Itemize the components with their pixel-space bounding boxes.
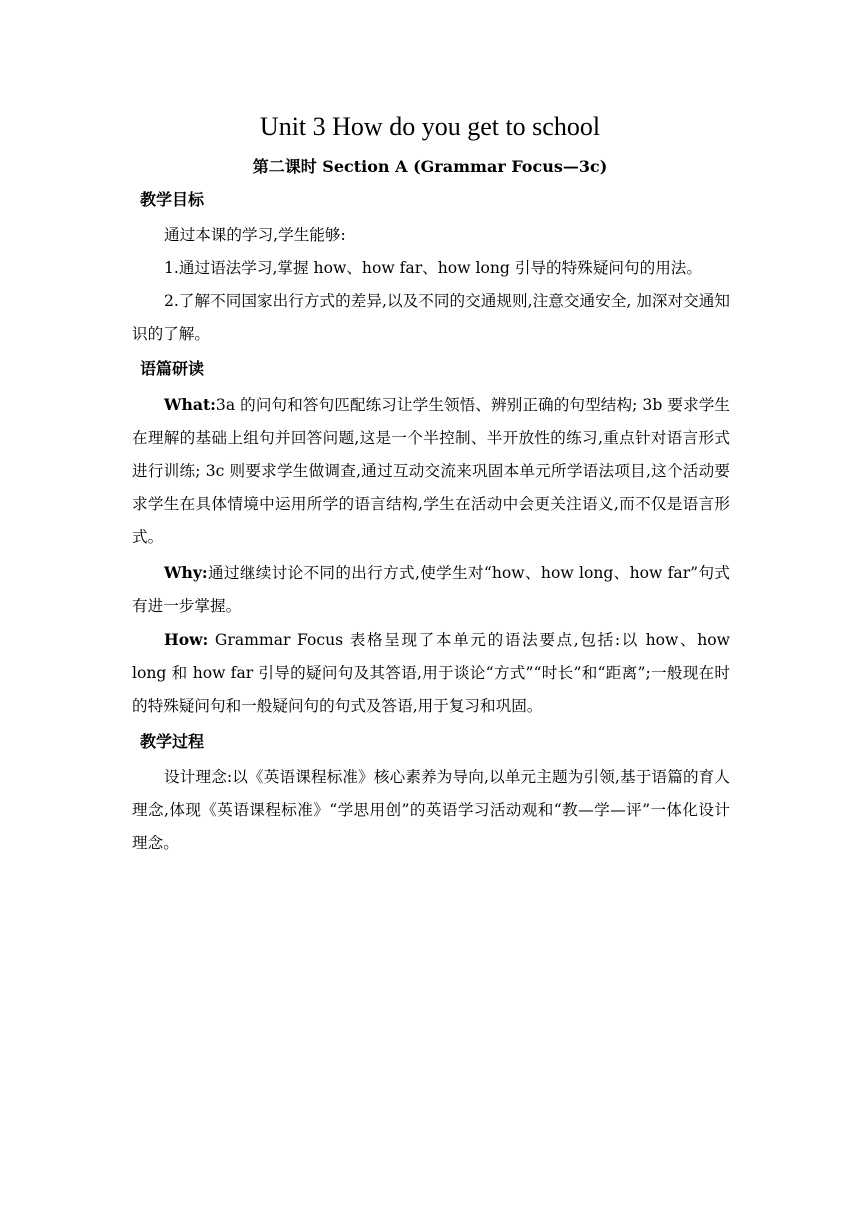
heading-text-analysis: 语篇研读 bbox=[140, 359, 205, 378]
paragraph-why bbox=[132, 556, 730, 623]
why-text: 通过继续讨论不同的出行方式,使学生对“how、how long、how far”句式有进一步掌握。 bbox=[132, 564, 730, 615]
what-label: What: bbox=[164, 395, 216, 414]
how-text: Grammar Focus 表格呈现了本单元的语法要点,包括:以 how、how long 和 how far 引导的疑问句及其答语,用于谈论“方式”“时长”和“距离”;一般现在时的特殊疑问句和一般疑问句的句式及答语,用于复习和巩固。 bbox=[132, 631, 730, 715]
what-text: 3a 的问句和答句匹配练习让学生领悟、辨别正确的句型结构; 3b 要求学生在理解的基础上组句并回答问题,这是一个半控制、半开放性的练习,重点针对语言形式进行训练; 3c 则要求学生做调查,通过互动交流来巩固本单元所学语法项目,这个活动要求学生在具体情境中运用所学的语言结构,学生在活动中会更关注语义,而不仅是语言形式。 bbox=[132, 396, 730, 546]
heading-teaching-process: 教学过程 bbox=[140, 732, 205, 751]
page-title: Unit 3 How do you get to school bbox=[259, 112, 601, 141]
heading-teaching-objectives: 教学目标 bbox=[140, 190, 205, 209]
how-label: How: bbox=[164, 630, 209, 649]
objectives-intro: 通过本课的学习,学生能够: bbox=[164, 226, 346, 244]
paragraph-how bbox=[132, 623, 730, 723]
objective-item-2: 2.了解不同国家出行方式的差异,以及不同的交通规则,注意交通安全, 加深对交通知识的了解。 bbox=[132, 292, 730, 343]
paragraph-design-concept: 设计理念:以《英语课程标准》核心素养为导向,以单元主题为引领,基于语篇的育人理念,体现《英语课程标准》“学思用创”的英语学习活动观和“教—学—评”一体化设计理念。 bbox=[132, 768, 730, 852]
page-subtitle: 第二课时 Section A (Grammar Focus—3c) bbox=[252, 157, 608, 176]
paragraph-what bbox=[132, 388, 730, 554]
objective-item-1: 1.通过语法学习,掌握 how、how far、how long 引导的特殊疑问句的用法。 bbox=[164, 259, 702, 277]
why-label: Why: bbox=[164, 563, 208, 582]
